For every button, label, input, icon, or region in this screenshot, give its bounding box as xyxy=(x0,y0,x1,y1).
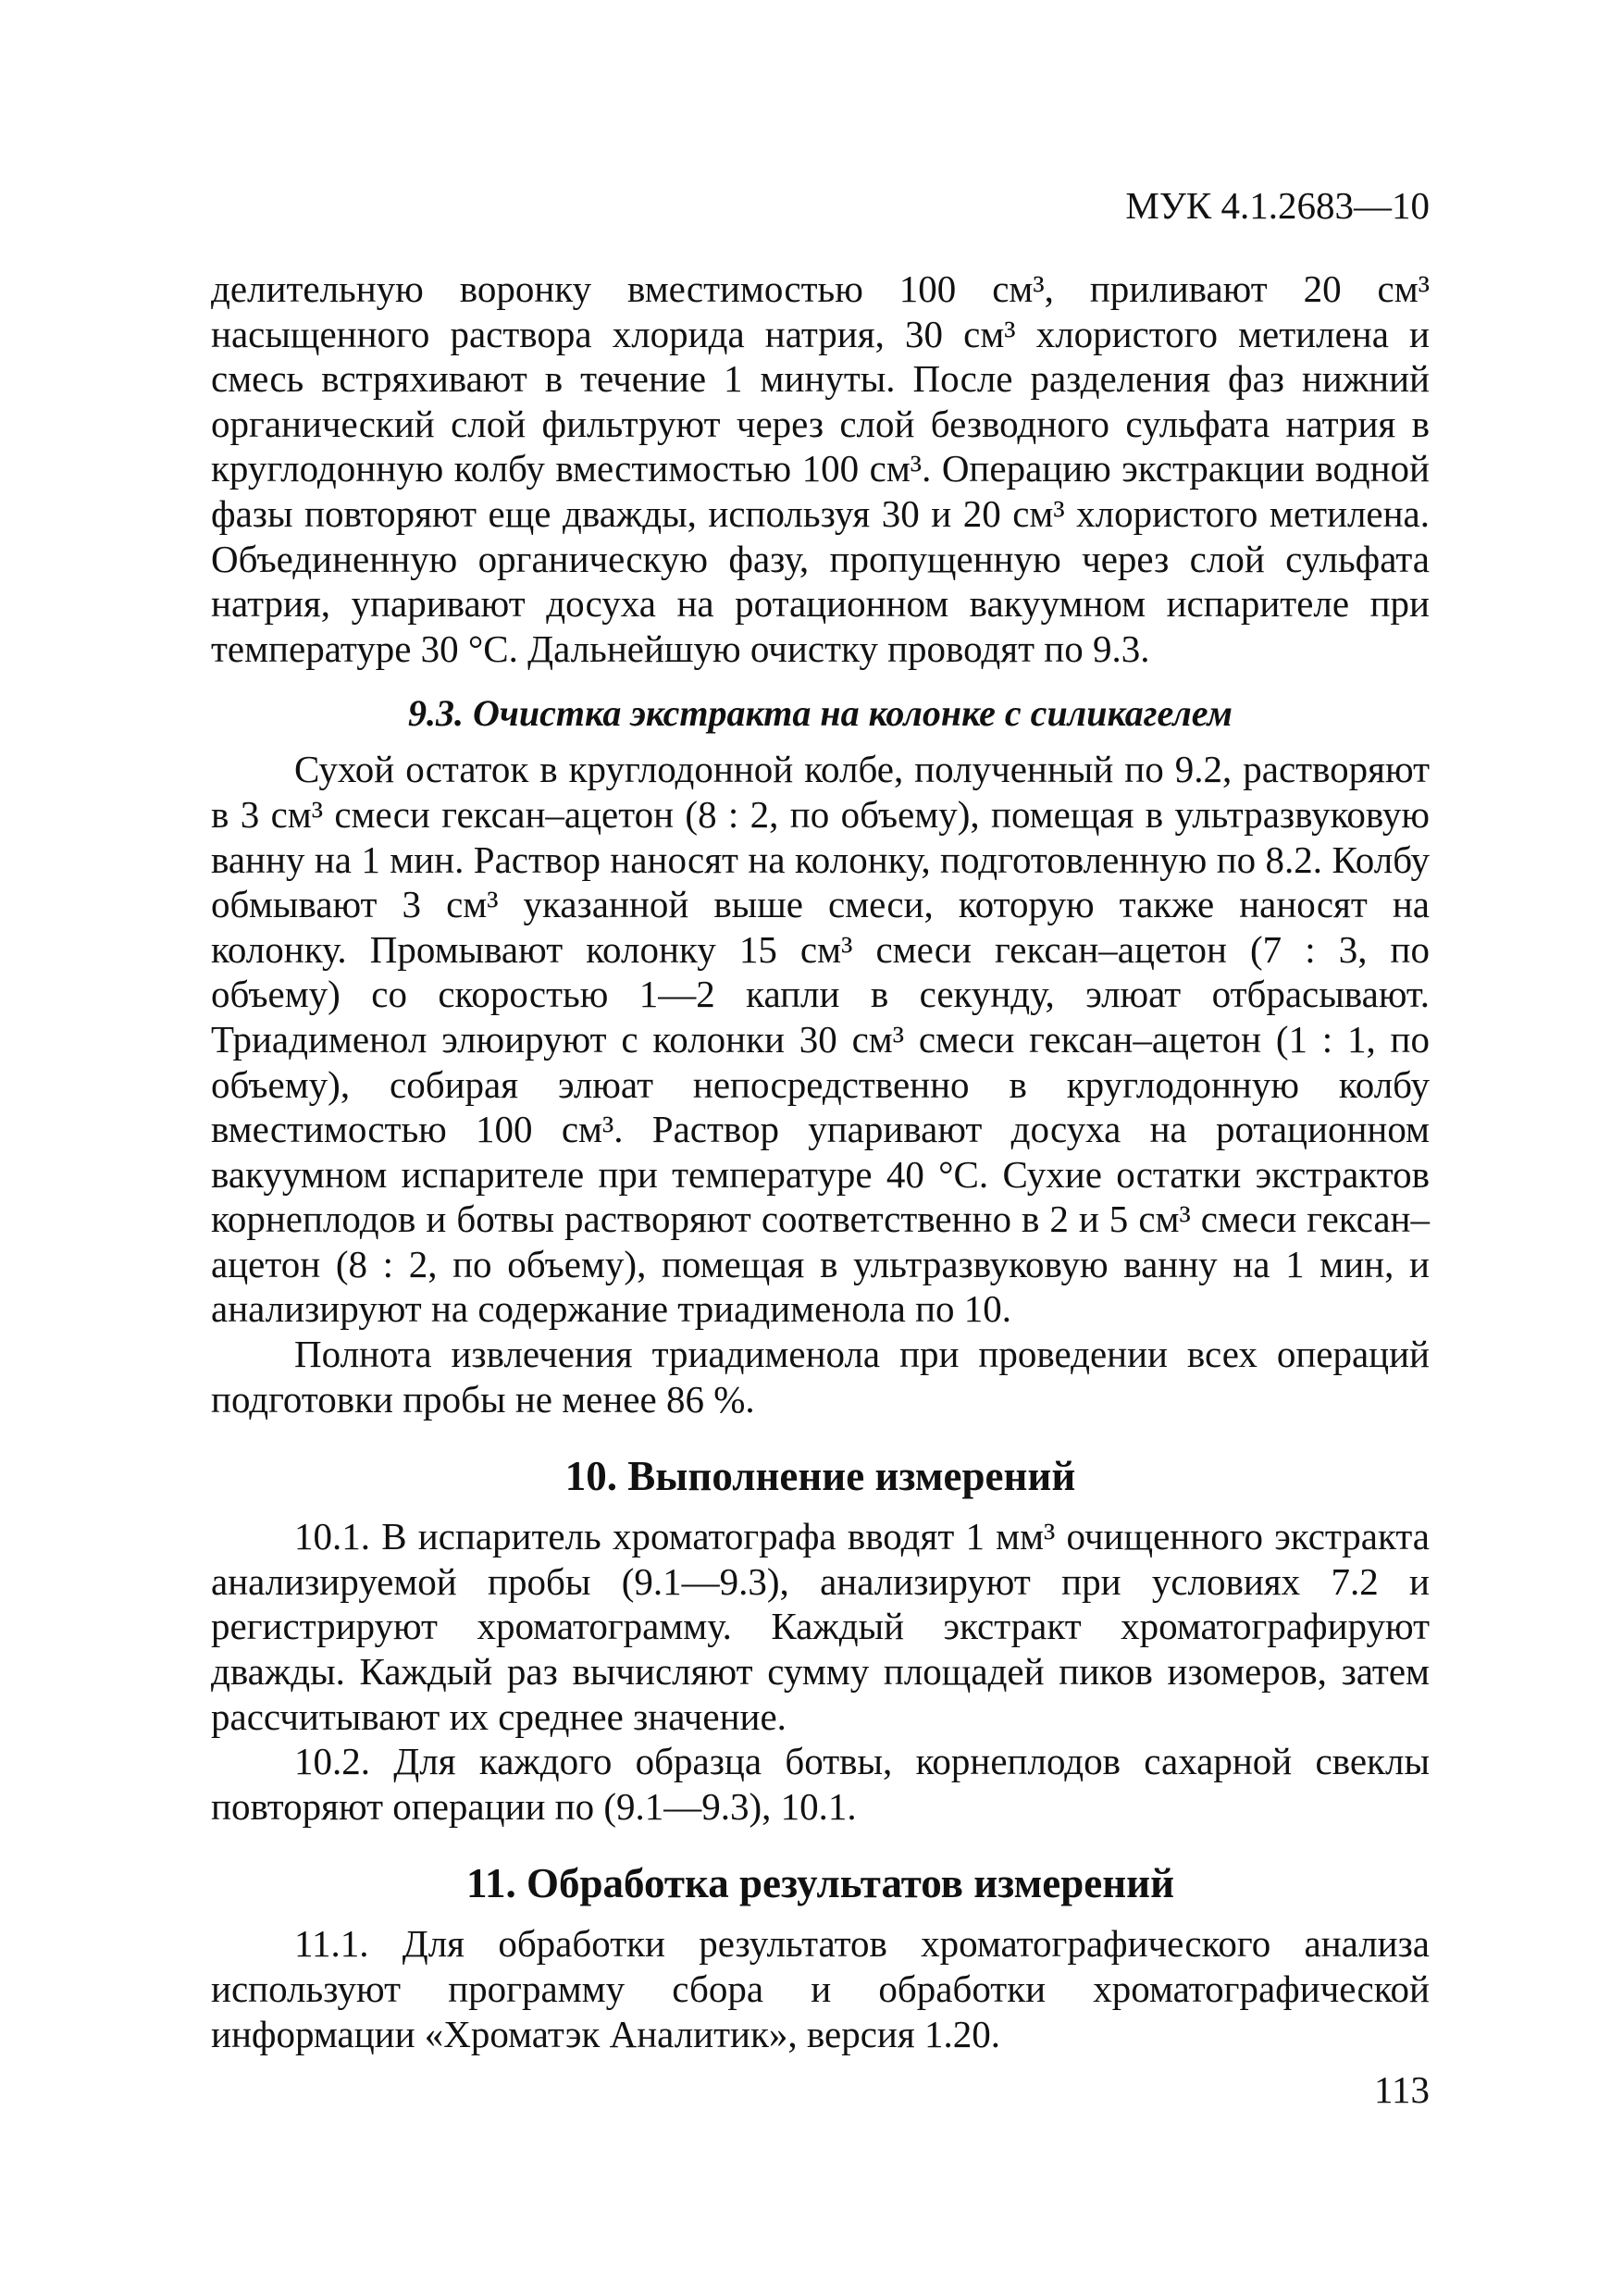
section-9-3-heading: 9.3. Очистка экстракта на колонке с силикагелем xyxy=(408,692,1233,735)
section-10-heading: 10. Выполнение измерений xyxy=(564,1453,1076,1500)
continued-paragraph: делительную воронку вместимостью 100 см³, приливают 20 см³ насыщенного раствора хлорида натрия, 30 см³ хлористого метилена и смесь встряхивают в течение 1 минуты. После разделения фаз нижний органический слой фильтруют через слой безводного сульфата натрия в круглодонную колбу вместимостью 100 см³. Операцию экстракции водной фазы повторяют еще дважды, используя 30 и 20 см³ хлористого метилена. Объединенную органическую фазу, пропущенную через слой сульфата натрия, упаривают досуха на ротационном вакуумном испарителе при температуре 30 °С. Дальнейшую очистку проводят по 9.3. xyxy=(211,267,1430,670)
document-page xyxy=(211,0,1430,2296)
measurement-10-2-paragraph: 10.2. Для каждого образца ботвы, корнеплодов сахарной свеклы повторяют операции по (9.1—9.3), 10.1. xyxy=(211,1740,1430,1828)
page-number: 113 xyxy=(1374,2068,1430,2111)
cleanup-procedure-paragraph: Сухой остаток в круглодонной колбе, полученный по 9.2, растворяют в 3 см³ смеси гексан–ацетон (8 : 2, по объему), помещая в ультразвуковую ванну на 1 мин. Раствор наносят на колонку, подготовленную по 8.2. Колбу обмывают 3 см³ указанной выше смеси, которую также наносят на колонку. Промывают колонку 15 см³ смеси гексан–ацетон (7 : 3, по объему) со скоростью 1—2 капли в секунду, элюат отбрасывают. Триадименол элюируют с колонки 30 см³ смеси гексан–ацетон (1 : 1, по объему), собирая элюат непосредственно в круглодонную колбу вместимостью 100 см³. Раствор упаривают досуха на ротационном вакуумном испарителе при температуре 40 °С. Сухие остатки экстрактов корнеплодов и ботвы растворяют соответственно в 2 и 5 см³ смеси гексан–ацетон (8 : 2, по объему), помещая в ультразвуковую ванну на 1 мин, и анализируют на содержание триадименола по 10. xyxy=(211,748,1430,1331)
recovery-paragraph: Полнота извлечения триадименола при проведении всех операций подготовки пробы не менее 86 %. xyxy=(211,1333,1430,1421)
document-code-header: МУК 4.1.2683—10 xyxy=(1125,184,1430,227)
section-11-heading: 11. Обработка результатов измерений xyxy=(465,1860,1175,1907)
measurement-10-1-paragraph: 10.1. В испаритель хроматографа вводят 1 мм³ очищенного экстракта анализируемой пробы (9.1—9.3), анализируют при условиях 7.2 и регистрируют хроматограмму. Каждый экстракт хроматографируют дважды. Каждый раз вычисляют сумму площадей пиков изомеров, затем рассчитывают их среднее значение. xyxy=(211,1515,1430,1738)
document-body xyxy=(211,267,1430,2056)
processing-11-1-paragraph: 11.1. Для обработки результатов хроматографического анализа используют программу сбора и обработки хроматографической информации «Хроматэк Аналитик», версия 1.20. xyxy=(211,1922,1430,2055)
